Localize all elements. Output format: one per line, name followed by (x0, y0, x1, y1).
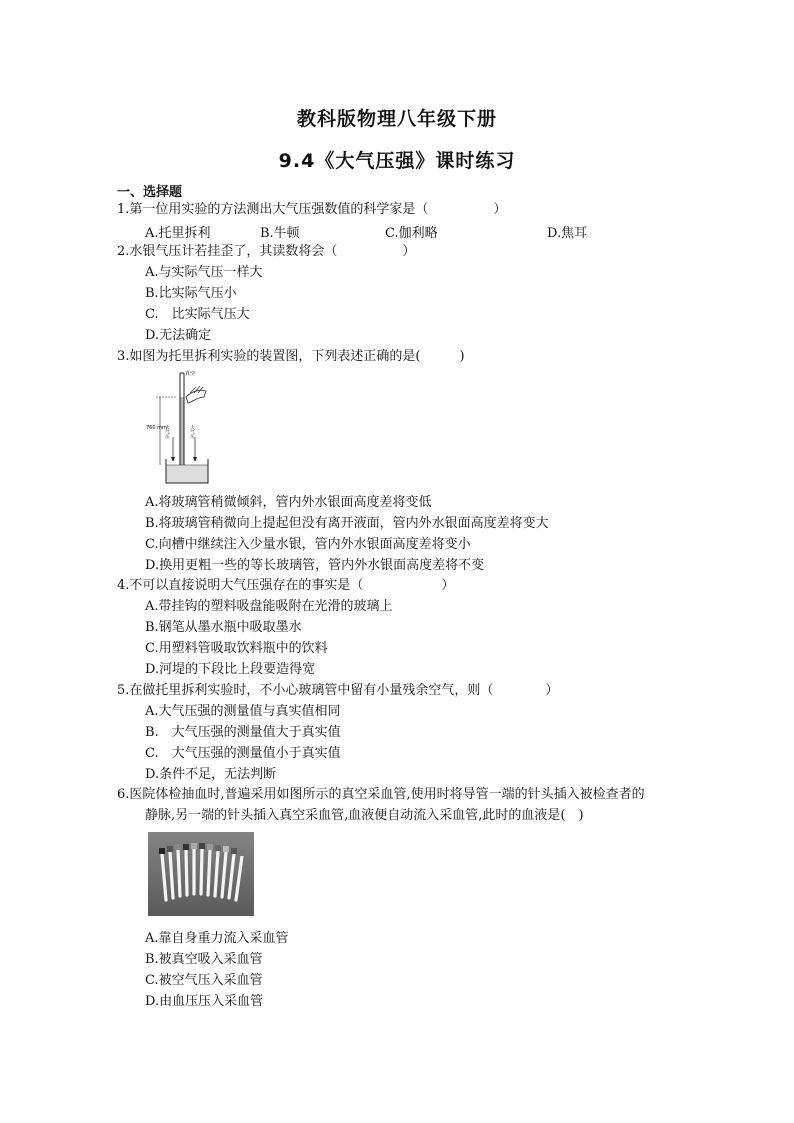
question-3-option-d: D.换用更粗一些的等长玻璃管，管内外水银面高度差将不变 (145, 558, 485, 573)
question-1-option-a: A.托里拆利 (145, 226, 211, 241)
question-6-option-a: A.靠自身重力流入采血管 (145, 931, 289, 946)
page-title: 教科版物理八年级下册 (296, 108, 497, 130)
question-6-option-b: B.被真空吸入采血管 (145, 952, 263, 967)
question-5-option-d: D.条件不足，无法判断 (145, 767, 277, 782)
question-4-option-d: D.河堤的下段比上段要造得宽 (145, 662, 316, 677)
figure-label-760mm: 760 mm (146, 425, 167, 431)
vacuum-blood-tubes-photo (148, 832, 254, 916)
torricelli-apparatus-icon (146, 367, 214, 485)
question-3-option-b: B.将玻璃管稍微向上提起但没有离开液面，管内外水银面高度差将变大 (145, 516, 549, 531)
question-1-option-c: C.伽利略 (385, 226, 438, 241)
question-5-option-a: A.大气压强的测量值与真实值相同 (145, 704, 341, 719)
figure-label-atm-right: 大气压 (189, 425, 195, 439)
question-4-stem: 4.不可以直接说明大气压强存在的事实是（ ） (117, 578, 455, 593)
figure-label-atm-left: 大气压 (164, 425, 170, 439)
question-1-option-d: D.焦耳 (547, 226, 588, 241)
question-1-option-b: B.牛顿 (260, 226, 300, 241)
question-5-stem: 5.在做托里拆利实验时，不小心玻璃管中留有小量残余空气，则（ ） (117, 683, 559, 698)
question-2-stem: 2.水银气压计若挂歪了，其读数将会（ ） (117, 244, 416, 259)
question-6-stem: 6.医院体检抽血时,普遍采用如图所示的真空采血管,使用时将导管一端的针头插入被检查者的 (117, 787, 645, 802)
question-1-stem: 1.第一位用实验的方法测出大气压强数值的科学家是（ ） (117, 202, 507, 217)
question-4-option-c: C.用塑料管吸取饮料瓶中的饮料 (145, 641, 328, 656)
figure-label-vacuum: 真空 (185, 371, 196, 377)
section-heading: 一、选择题 (117, 185, 183, 200)
question-2-option-b: B.比实际气压小 (145, 286, 237, 301)
question-3-option-a: A.将玻璃管稍微倾斜，管内外水银面高度差将变低 (145, 495, 432, 510)
question-2-option-a: A.与实际气压一样大 (145, 265, 263, 280)
question-6-stem-continued: 静脉,另一端的针头插入真空采血管,血液便自动流入采血管,此时的血液是( ) (145, 808, 584, 823)
question-4-option-b: B.钢笔从墨水瓶中吸取墨水 (145, 620, 302, 635)
question-5-option-b: B. 大气压强的测量值大于真实值 (145, 725, 341, 740)
question-2-option-c: C. 比实际气压大 (145, 307, 250, 322)
question-4-option-a: A.带挂钩的塑料吸盘能吸附在光滑的玻璃上 (145, 599, 393, 614)
page-subtitle: 9.4《大气压强》课时练习 (278, 150, 516, 172)
question-2-option-d: D.无法确定 (145, 328, 212, 343)
question-6-option-c: C.被空气压入采血管 (145, 973, 263, 988)
question-5-option-c: C. 大气压强的测量值小于真实值 (145, 746, 341, 761)
question-3-stem: 3.如图为托里拆利实验的装置图，下列表述正确的是( ) (117, 349, 465, 364)
question-6-option-d: D.由血压压入采血管 (145, 994, 264, 1009)
question-3-option-c: C.向槽中继续注入少量水银，管内外水银面高度差将变小 (145, 537, 471, 552)
